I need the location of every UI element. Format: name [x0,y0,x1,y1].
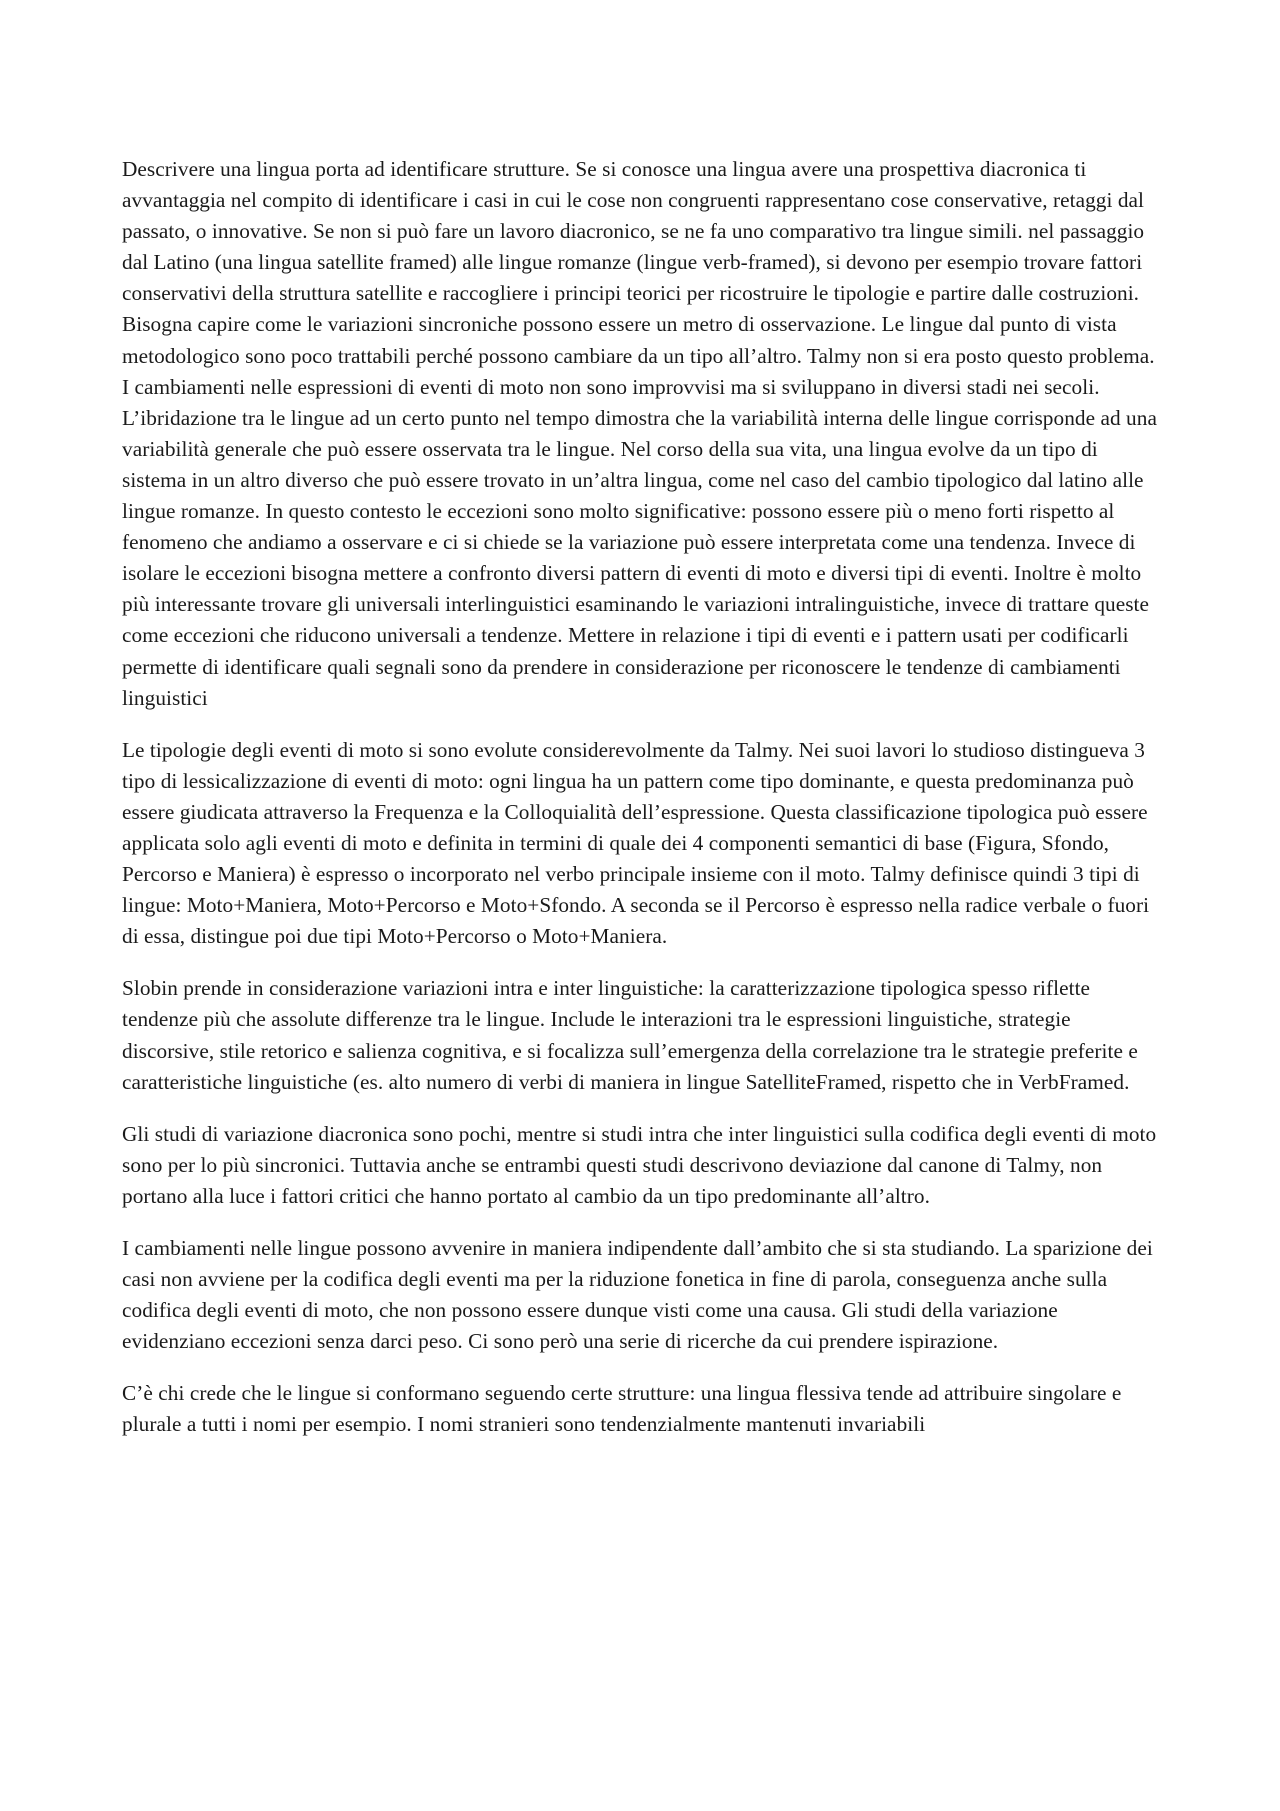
paragraph-6: C’è chi crede che le lingue si conformano seguendo certe strutture: una lingua flessiva tende ad attribuire singolare e plurale a tutti i nomi per esempio. I nomi stranieri sono tendenzialmente mantenuti invariabili [122,1381,1122,1437]
paragraph-2: Le tipologie degli eventi di moto si sono evolute considerevolmente da Talmy. Nei suoi lavori lo studioso distingueva 3 tipo di lessicalizzazione di eventi di moto: ogni lingua ha un pattern come tipo dominante, e questa predominanza può essere giudicata attraverso la Frequenza e la Colloquialità dell’espressione. Questa classificazione tipologica può essere applicata solo agli eventi di moto e definita in termini di quale dei 4 componenti semantici di base (Figura, Sfondo, Percorso e Maniera) è espresso o incorporato nel verbo principale insieme con il moto. Talmy definisce quindi 3 tipi di lingue: Moto+Maniera, Moto+Percorso e Moto+Sfondo. A seconda se il Percorso è espresso nella radice verbale o fuori di essa, distingue poi due tipi Moto+Percorso o Moto+Maniera. [122,737,1150,949]
document-body [122,154,1162,1462]
paragraph-1: Descrivere una lingua porta ad identificare strutture. Se si conosce una lingua avere una prospettiva diacronica ti avvantaggia nel compito di identificare i casi in cui le cose non congruenti rappresentano cose conservative, retaggi dal passato, o innovative. Se non si può fare un lavoro diacronico, se ne fa uno comparativo tra lingue simili. nel passaggio dal Latino (una lingua satellite framed) alle lingue romanze (lingue verb-framed), si devono per esempio trovare fattori conservativi della struttura satellite e raccogliere i principi teorici per ricostruire le tipologie e partire dalle costruzioni. Bisogna capire come le variazioni sincroniche possono essere un metro di osservazione. Le lingue dal punto di vista metodologico sono poco trattabili perché possono cambiare da un tipo all’altro. Talmy non si era posto questo problema. I cambiamenti nelle espressioni di eventi di moto non sono improvvisi ma si sviluppano in diversi stadi nei secoli. L’ibridazione tra le lingue ad un certo punto nel tempo dimostra che la variabilità interna delle lingue corrisponde ad una variabilità generale che può essere osservata tra le lingue. Nel corso della sua vita, una lingua evolve da un tipo di sistema in un altro diverso che può essere trovato in un’altra lingua, come nel caso del cambio tipologico dal latino alle lingue romanze. In questo contesto le eccezioni sono molto significative: possono essere più o meno forti rispetto al fenomeno che andiamo a osservare e ci si chiede se la variazione può essere interpretata come una tendenza. Invece di isolare le eccezioni bisogna mettere a confronto diversi pattern di eventi di moto e diversi tipi di eventi. Inoltre è molto più interessante trovare gli universali interlinguistici esaminando le variazioni intralinguistiche, invece di trattare queste come eccezioni che riducono universali a tendenze. Mettere in relazione i tipi di eventi e i pattern usati per codificarli permette di identificare quali segnali sono da prendere in considerazione per riconoscere le tendenze di cambiamenti linguistici [122,157,1157,710]
paragraph-5: I cambiamenti nelle lingue possono avvenire in maniera indipendente dall’ambito che si sta studiando. La sparizione dei casi non avviene per la codifica degli eventi ma per la riduzione fonetica in fine di parola, conseguenza anche sulla codifica degli eventi di moto, che non possono essere dunque visti come una causa. Gli studi della variazione evidenziano eccezioni senza darci peso. Ci sono però una serie di ricerche da cui prendere ispirazione. [122,1236,1153,1354]
paragraph-4: Gli studi di variazione diacronica sono pochi, mentre si studi intra che inter linguistici sulla codifica degli eventi di moto sono per lo più sincronici. Tuttavia anche se entrambi questi studi descrivono deviazione dal canone di Talmy, non portano alla luce i fattori critici che hanno portato al cambio da un tipo predominante all’altro. [122,1121,1157,1208]
paragraph-3: Slobin prende in considerazione variazioni intra e inter linguistiche: la caratterizzazione tipologica spesso riflette tendenze più che assolute differenze tra le lingue. Include le interazioni tra le espressioni linguistiche, strategie discorsive, stile retorico e salienza cognitiva, e si focalizza sull’emergenza della correlazione tra le strategie preferite e caratteristiche linguistiche (es. alto numero di verbi di maniera in lingue SatelliteFramed, rispetto che in VerbFramed. [122,976,1138,1094]
